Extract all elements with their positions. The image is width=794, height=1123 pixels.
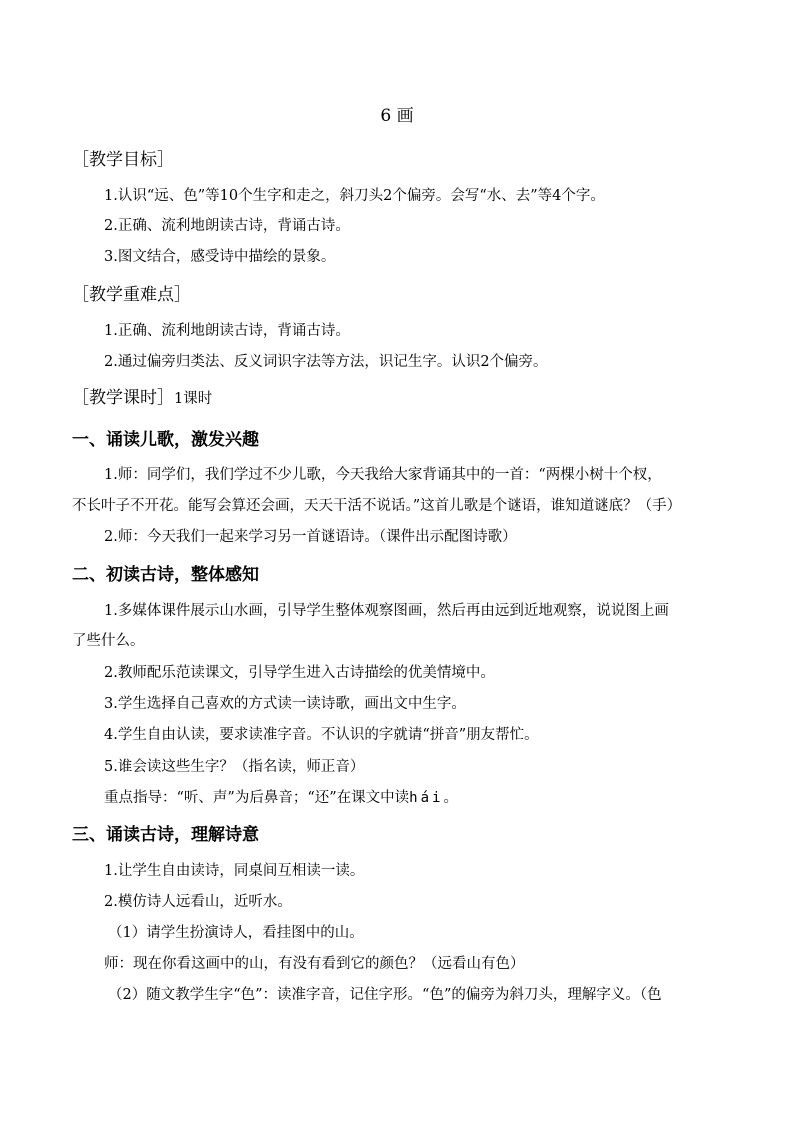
- section-line: 1.师：同学们，我们学过不少儿歌，今天我给大家背诵其中的一首：“两棵小树十个杈，: [104, 467, 662, 483]
- objectives-heading: ［教学目标］: [72, 150, 174, 170]
- hours-label: ［教学课时］: [72, 388, 174, 408]
- section-line: [104, 787, 458, 809]
- objective-item: 2.正确、流利地朗读古诗，背诵古诗。: [104, 218, 350, 234]
- objective-item: 1.认识“远、色”等10个生字和走之，斜刀头2个偏旁。会写“水、去”等4个字。: [104, 188, 605, 204]
- key-point-item: 1.正确、流利地朗读古诗，背诵古诗。: [104, 323, 350, 339]
- section-line: 了些什么。: [72, 633, 145, 649]
- section-line: 2.模仿诗人远看山，近听水。: [104, 894, 292, 910]
- section-title: 三、诵读古诗，理解诗意: [72, 825, 259, 845]
- section-title: 一、诵读儿歌，激发兴趣: [72, 430, 259, 450]
- key-points-heading: ［教学重难点］: [72, 285, 191, 305]
- hours-heading: [72, 386, 212, 411]
- section-line: 1.多媒体课件展示山水画，引导学生整体观察图画，然后再由远到近地观察，说说图上画: [104, 603, 669, 619]
- section-line: 2.教师配乐范读课文，引导学生进入古诗描绘的优美情境中。: [104, 665, 495, 681]
- section-line: （2）随文教学生字“色”：读准字音，记住字形。“色”的偏旁为斜刀头，理解字义。（色: [108, 987, 662, 1003]
- section-line: 3.学生选择自己喜欢的方式读一读诗歌，画出文中生字。: [104, 696, 466, 712]
- section-line: 师：现在你看这画中的山，有没有看到它的颜色？（远看山有色）: [104, 956, 525, 972]
- section-line: （1）请学生扮演诗人，看挂图中的山。: [108, 925, 364, 941]
- line-end: 。: [443, 790, 458, 806]
- section-line: 4.学生自由认读，要求读准字音。不认识的字就请“拼音”朋友帮忙。: [104, 727, 539, 743]
- section-line: 2.师：今天我们一起来学习另一首谜语诗。（课件出示配图诗歌）: [104, 529, 517, 545]
- section-line: 不长叶子不开花。能写会算还会画，天天干活不说话。”这首儿歌是个谜语，谁知道谜底？（手）: [72, 498, 682, 514]
- emphasis-text: 重点指导：“听、声”为后鼻音；“还”在课文中读: [104, 790, 410, 806]
- section-line: 5.谁会读这些生字？（指名读，师正音）: [104, 759, 365, 775]
- section-title: 二、初读古诗，整体感知: [72, 565, 259, 585]
- key-point-item: 2.通过偏旁归类法、反义词识字法等方法，识记生字。认识2个偏旁。: [104, 354, 548, 370]
- pinyin-text: hái: [409, 790, 444, 806]
- section-line: 1.让学生自由读诗，同桌间互相读一读。: [104, 863, 365, 879]
- page-title: 6 画: [380, 106, 414, 126]
- hours-value: 1课时: [174, 391, 213, 407]
- objective-item: 3.图文结合，感受诗中描绘的景象。: [104, 249, 336, 265]
